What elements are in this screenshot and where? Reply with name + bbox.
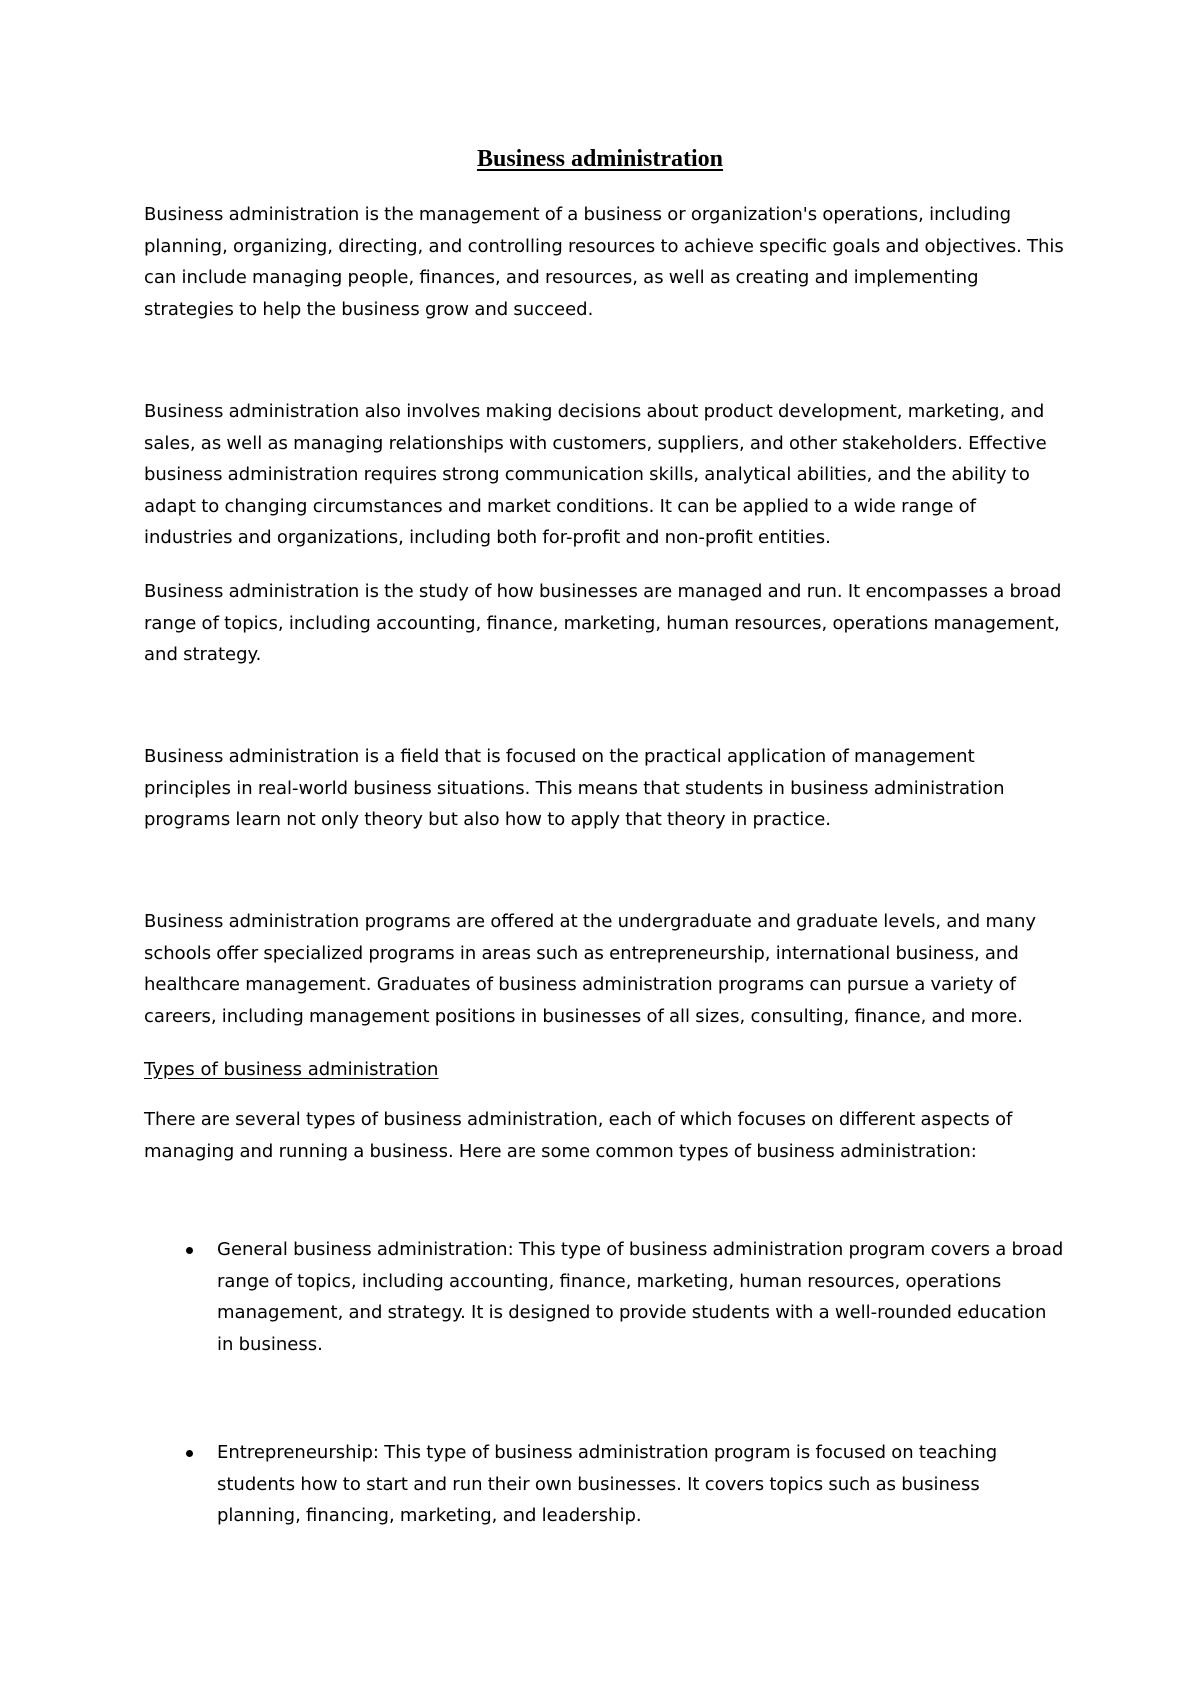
document-title: Business administration	[476, 146, 724, 172]
paragraph-field: Business administration is a field that is focused on the practical application of management principles in real-world business situations. This means that students in business administration programs learn not only theory but also how to apply that theory in practice.	[144, 746, 1005, 830]
bullet-icon	[186, 1247, 193, 1254]
list-item-text: General business administration: This type of business administration program covers a broad range of topics, including accounting, finance, marketing, human resources, operations management, and strategy. It is designed to provide students with a well-rounded education in business.	[217, 1239, 1064, 1355]
paragraph-study: Business administration is the study of how businesses are managed and run. It encompasses a broad range of topics, including accounting, finance, marketing, human resources, operations management, and strategy.	[144, 581, 1062, 665]
paragraph-decisions: Business administration also involves making decisions about product development, marketing, and sales, as well as managing relationships with customers, suppliers, and other stakeholders. Effective business administration requires strong communication skills, analytical abilities, and the ability to adapt to changing circumstances and market conditions. It can be applied to a wide range of industries and organizations, including both for-profit and non-profit entities.	[144, 401, 1047, 548]
types-heading: Types of business administration	[144, 1059, 439, 1080]
list-item-text: Entrepreneurship: This type of business administration program is focused on teaching students how to start and run their own businesses. It covers topics such as business planning, financing, marketing, and leadership.	[217, 1442, 998, 1526]
paragraph-programs: Business administration programs are offered at the undergraduate and graduate levels, and many schools offer specialized programs in areas such as entrepreneurship, international business, and healthcare management. Graduates of business administration programs can pursue a variety of careers, including management positions in businesses of all sizes, consulting, finance, and more.	[144, 911, 1037, 1027]
paragraph-intro: Business administration is the management of a business or organization's operations, including planning, organizing, directing, and controlling resources to achieve specific goals and objectives. This can include managing people, finances, and resources, as well as creating and implementing strategies to help the business grow and succeed.	[144, 204, 1064, 320]
bullet-icon	[186, 1450, 193, 1457]
paragraph-types-intro: There are several types of business administration, each of which focuses on different aspects of managing and running a business. Here are some common types of business administration:	[144, 1109, 1013, 1162]
